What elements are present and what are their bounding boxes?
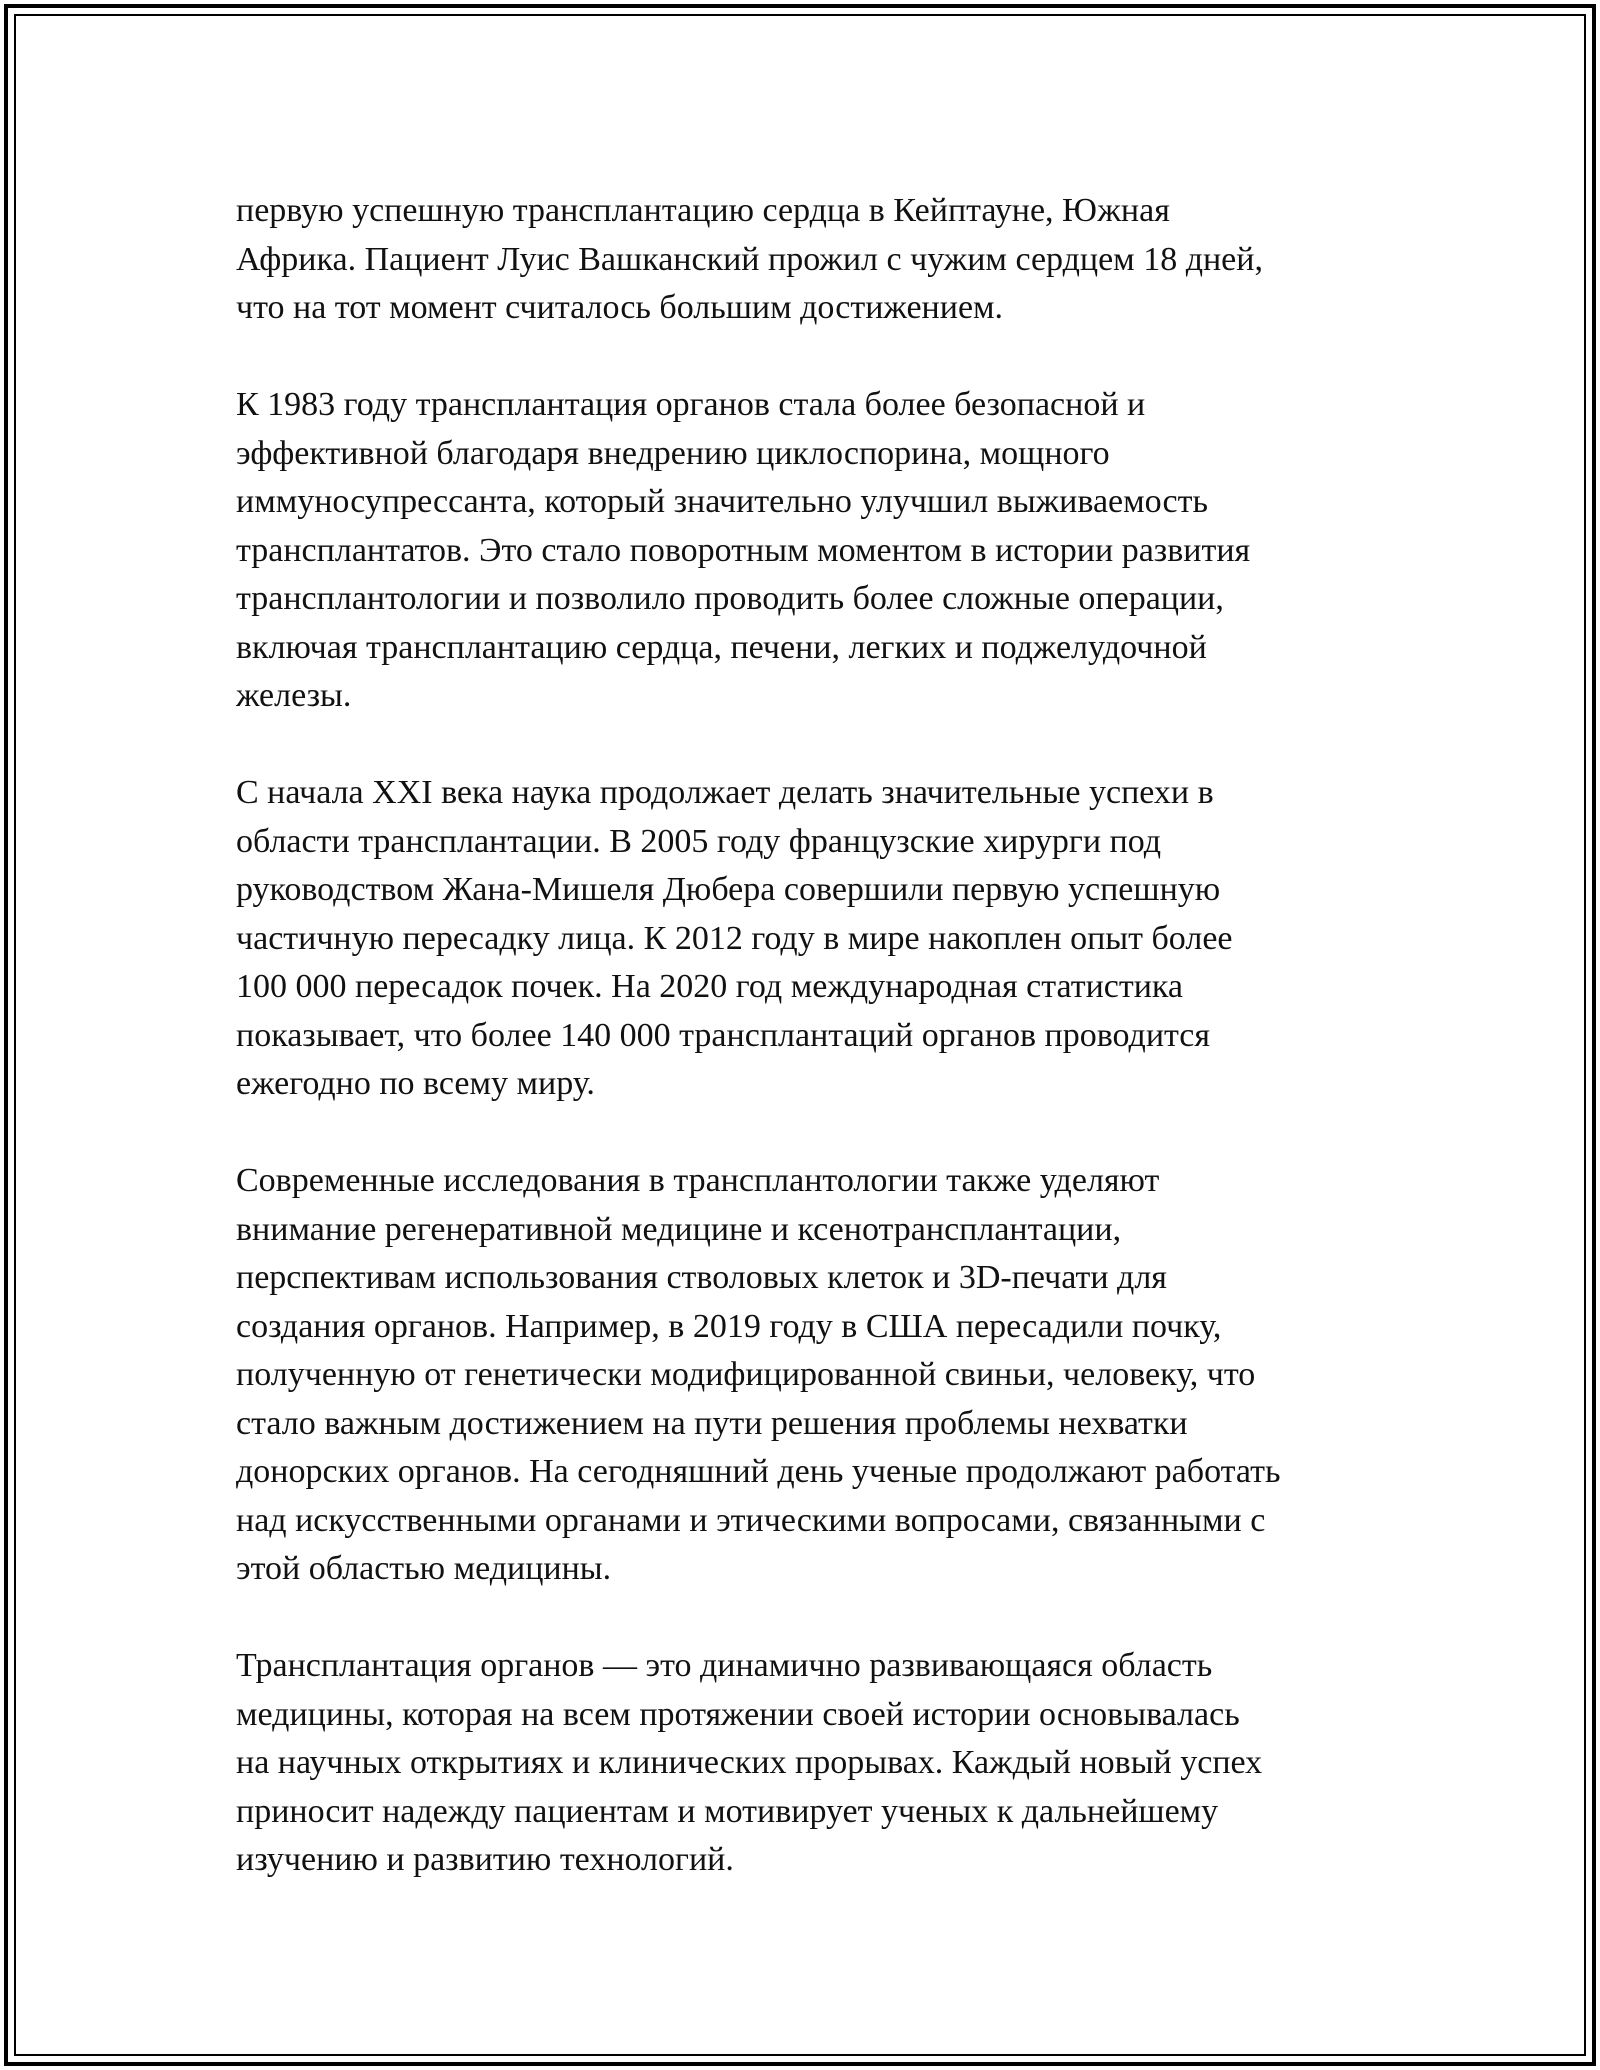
document-body [236, 187, 1386, 1933]
text-line: ежегодно по всему миру. [236, 1065, 595, 1102]
paragraph-4 [236, 1157, 1386, 1594]
text-line: приносит надежду пациентам и мотивирует ученых к дальнейшему [236, 1792, 1219, 1830]
text-line: первую успешную трансплантацию сердца в Кейптауне, Южная [236, 192, 1170, 229]
paragraph-5 [236, 1642, 1386, 1885]
text-line: медицины, которая на всем протяжении своей истории основывалась [236, 1695, 1240, 1733]
paragraph-3 [236, 769, 1386, 1109]
text-line: создания органов. Например, в 2019 году в США пересадили почку, [236, 1307, 1222, 1345]
text-line: внимание регенеративной медицине и ксенотрансплантации, [236, 1210, 1122, 1248]
text-line: Современные исследования в трансплантологии также уделяют [236, 1162, 1160, 1199]
text-line: С начала XXI века наука продолжает делать значительные успехи в [236, 774, 1214, 811]
text-line: Трансплантация органов — это динамично развивающаяся область [236, 1647, 1213, 1684]
text-line: эффективной благодаря внедрению циклоспорина, мощного [236, 434, 1110, 472]
text-line: над искусственными органами и этическими вопросами, связанными с [236, 1501, 1266, 1539]
text-line: донорских органов. На сегодняшний день ученые продолжают работать [236, 1453, 1281, 1490]
text-line: трансплантатов. Это стало поворотным моментом в истории развития [236, 531, 1251, 569]
text-line: Африка. Пациент Луис Вашканский прожил с чужим сердцем 18 дней, [236, 240, 1263, 278]
paragraph-2 [236, 381, 1386, 721]
text-line: 100 000 пересадок почек. На 2020 год международная статистика [236, 968, 1184, 1005]
text-line: частичную пересадку лица. К 2012 году в мире накоплен опыт более [236, 919, 1233, 957]
text-line: показывает, что более 140 000 трансплантаций органов проводится [236, 1016, 1211, 1054]
text-line: изучению и развитию технологий. [236, 1841, 734, 1878]
text-line: включая трансплантацию сердца, печени, легких и поджелудочной [236, 628, 1207, 666]
text-line: полученную от генетически модифицированной свиньи, человеку, что [236, 1356, 1256, 1393]
text-line: стало важным достижением на пути решения проблемы нехватки [236, 1404, 1188, 1442]
text-line: этой областью медицины. [236, 1550, 612, 1587]
paragraph-1 [236, 187, 1386, 333]
text-line: трансплантологии и позволило проводить более сложные операции, [236, 580, 1224, 617]
text-line: иммуносупрессанта, который значительно улучшил выживаемость [236, 483, 1208, 520]
text-line: на научных открытиях и клинических прорывах. Каждый новый успех [236, 1744, 1263, 1781]
text-line: что на тот момент считалось большим достижением. [236, 289, 1004, 326]
text-line: руководством Жана-Мишеля Дюбера совершили первую успешную [236, 871, 1221, 908]
text-line: перспективам использования стволовых клеток и 3D-печати для [236, 1259, 1167, 1296]
text-line: области трансплантации. В 2005 году французские хирурги под [236, 822, 1162, 860]
text-line: железы. [236, 677, 352, 714]
text-line: К 1983 году трансплантация органов стала более безопасной и [236, 386, 1146, 423]
